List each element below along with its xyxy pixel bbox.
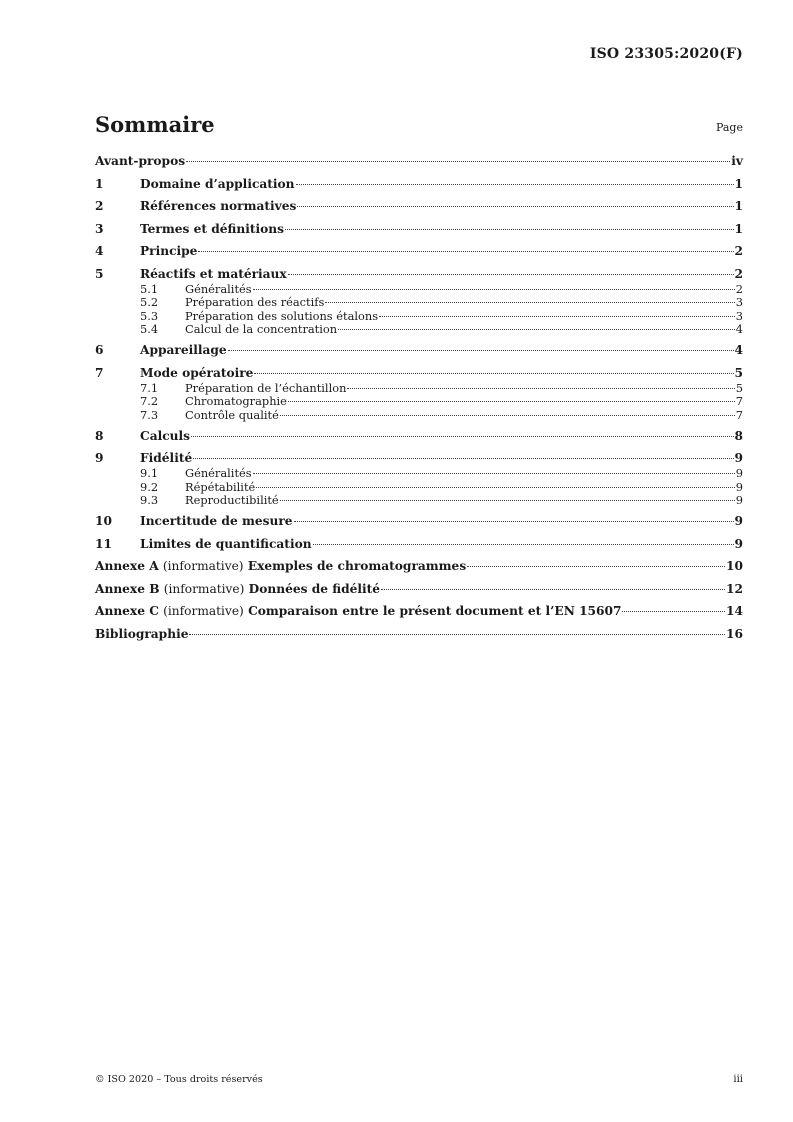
leader-dots <box>294 521 734 522</box>
leader-dots <box>313 544 734 545</box>
toc-entry[interactable] <box>95 197 743 215</box>
annex-label <box>95 557 466 575</box>
entry-label: Avant-propos <box>95 154 186 168</box>
subentry-label: Préparation des réactifs <box>185 295 325 309</box>
entry-number: 9 <box>95 451 104 465</box>
leader-dots <box>186 161 730 162</box>
entry-label: Références normatives <box>140 199 297 213</box>
subentry-label: Chromatographie <box>185 394 287 408</box>
entry-number: 1 <box>95 176 104 191</box>
table-of-contents <box>95 152 743 643</box>
subentry-number: 9.3 <box>140 493 159 507</box>
annex-kind: (informative) <box>163 581 245 596</box>
toc-subentry[interactable] <box>95 481 743 495</box>
subentry-number: 5.2 <box>140 295 159 309</box>
subentry-number: 7.2 <box>140 394 159 408</box>
subentry-page: 7 <box>735 407 743 422</box>
toc-entry[interactable] <box>95 220 743 238</box>
toc-entry[interactable] <box>95 535 743 553</box>
entry-page: iv <box>731 154 743 168</box>
leader-dots <box>288 274 734 275</box>
annex-title: Données de fidélité <box>248 581 380 596</box>
entry-number: 3 <box>95 221 104 236</box>
subentry-page: 9 <box>735 466 743 480</box>
leader-dots <box>325 302 734 303</box>
toc-annex-entry[interactable] <box>95 602 743 620</box>
toc-subentry[interactable] <box>95 323 743 337</box>
subentry-page: 7 <box>735 394 743 408</box>
subentry-page: 2 <box>735 281 743 296</box>
entry-page: 4 <box>734 343 743 357</box>
entry-page: 1 <box>734 199 743 213</box>
entry-page: 8 <box>734 428 743 443</box>
leader-dots <box>198 251 733 252</box>
subentry-label: Préparation des solutions étalons <box>185 308 379 323</box>
annex-title: Comparaison entre le présent document et l’EN 15607 <box>248 604 622 618</box>
entry-label: Mode opératoire <box>140 365 254 380</box>
entry-number: 11 <box>95 536 112 551</box>
toc-entry[interactable] <box>95 341 743 359</box>
annex-label <box>95 580 380 598</box>
entry-page: 9 <box>734 451 743 465</box>
toc-subentry[interactable] <box>95 395 743 409</box>
leader-dots <box>467 566 725 567</box>
subentry-number: 5.3 <box>140 308 159 323</box>
subentry-page: 3 <box>735 308 743 323</box>
leader-dots <box>253 289 735 290</box>
footer-page-number: iii <box>733 1074 743 1085</box>
annex-kind: (informative) <box>163 604 244 618</box>
entry-page: 5 <box>734 365 743 380</box>
entry-label: Incertitude de mesure <box>140 514 293 528</box>
leader-dots <box>297 206 733 207</box>
entry-page: 2 <box>734 244 743 258</box>
entry-page: 1 <box>734 221 743 236</box>
leader-dots <box>296 184 734 185</box>
toc-title: Sommaire <box>95 112 215 137</box>
annex-page: 14 <box>726 604 743 618</box>
subentry-number: 7.1 <box>140 380 159 395</box>
entry-number: 8 <box>95 428 104 443</box>
toc-header <box>95 112 743 137</box>
entry-page: 9 <box>734 514 743 528</box>
subentry-page: 3 <box>735 295 743 309</box>
entry-label: Termes et définitions <box>140 221 284 236</box>
toc-annex-entry[interactable] <box>95 580 743 598</box>
entry-page: 1 <box>734 176 743 191</box>
subentry-number: 9.1 <box>140 466 159 480</box>
toc-subentry[interactable] <box>95 296 743 310</box>
toc-annex-entry[interactable] <box>95 557 743 575</box>
leader-dots <box>191 436 734 437</box>
subentry-number: 5.4 <box>140 322 159 336</box>
subentry-page: 4 <box>735 322 743 336</box>
subentry-number: 9.2 <box>140 479 159 494</box>
toc-entry[interactable] <box>95 427 743 445</box>
leader-dots <box>285 229 734 230</box>
annex-page: 12 <box>726 581 743 596</box>
toc-entry[interactable] <box>95 242 743 260</box>
leader-dots <box>228 350 734 351</box>
subentry-label: Généralités <box>185 466 252 480</box>
page-column-label: Page <box>715 121 743 134</box>
leader-dots <box>288 401 735 402</box>
subentry-page: 9 <box>735 493 743 507</box>
leader-dots <box>347 388 734 389</box>
subentry-page: 5 <box>735 380 743 395</box>
annex-kind: (informative) <box>162 559 244 573</box>
subentry-number: 5.1 <box>140 281 159 296</box>
entry-number: 4 <box>95 244 104 258</box>
entry-number: 6 <box>95 343 104 357</box>
toc-subentry[interactable] <box>95 409 743 423</box>
subentry-label: Calcul de la concentration <box>185 322 338 336</box>
subentry-label: Préparation de l’échantillon <box>185 380 347 395</box>
annex-label <box>95 602 621 620</box>
annex-title: Exemples de chromatogrammes <box>247 559 467 573</box>
leader-dots <box>622 611 725 612</box>
entry-label: Principe <box>140 244 198 258</box>
subentry-label: Contrôle qualité <box>185 407 279 422</box>
toc-entry[interactable] <box>95 512 743 530</box>
subentry-label: Reproductibilité <box>185 493 279 507</box>
annex-prefix: Annexe B <box>95 581 160 596</box>
entry-number: 7 <box>95 365 104 380</box>
entry-label: Calculs <box>140 428 190 443</box>
entry-label: Limites de quantification <box>140 536 312 551</box>
annex-prefix: Annexe C <box>95 604 159 618</box>
toc-entry[interactable] <box>95 175 743 193</box>
toc-entry[interactable] <box>95 449 743 467</box>
leader-dots <box>189 634 725 635</box>
toc-subentry[interactable] <box>95 283 743 297</box>
toc-subentry[interactable] <box>95 467 743 481</box>
leader-dots <box>256 487 734 488</box>
leader-dots <box>379 316 735 317</box>
leader-dots <box>381 589 725 590</box>
entry-number: 5 <box>95 266 104 281</box>
entry-label: Domaine d’application <box>140 176 295 191</box>
toc-subentry[interactable] <box>95 382 743 396</box>
entry-label: Appareillage <box>140 343 227 357</box>
toc-entry[interactable] <box>95 152 743 170</box>
leader-dots <box>338 329 735 330</box>
leader-dots <box>280 500 735 501</box>
document-id: ISO 23305:2020(F) <box>589 46 743 62</box>
toc-subentry[interactable] <box>95 494 743 508</box>
entry-page: 2 <box>734 266 743 281</box>
entry-label: Réactifs et matériaux <box>140 266 287 281</box>
toc-subentry[interactable] <box>95 310 743 324</box>
bibliography-label: Bibliographie <box>95 626 189 641</box>
leader-dots <box>254 373 733 374</box>
entry-number: 10 <box>95 514 112 528</box>
leader-dots <box>253 473 735 474</box>
subentry-page: 9 <box>735 479 743 494</box>
annex-page: 10 <box>726 559 743 573</box>
subentry-label: Généralités <box>185 281 252 296</box>
subentry-number: 7.3 <box>140 407 159 422</box>
toc-entry[interactable] <box>95 265 743 283</box>
leader-dots <box>280 415 735 416</box>
entry-number: 2 <box>95 199 104 213</box>
toc-bibliography-entry[interactable] <box>95 625 743 643</box>
subentry-label: Répétabilité <box>185 479 256 494</box>
entry-label: Fidélité <box>140 451 193 465</box>
toc-entry[interactable] <box>95 364 743 382</box>
bibliography-page: 16 <box>726 626 743 641</box>
entry-page: 9 <box>734 536 743 551</box>
annex-prefix: Annexe A <box>95 559 159 573</box>
leader-dots <box>193 458 733 459</box>
footer-copyright: © ISO 2020 – Tous droits réservés <box>95 1074 263 1085</box>
